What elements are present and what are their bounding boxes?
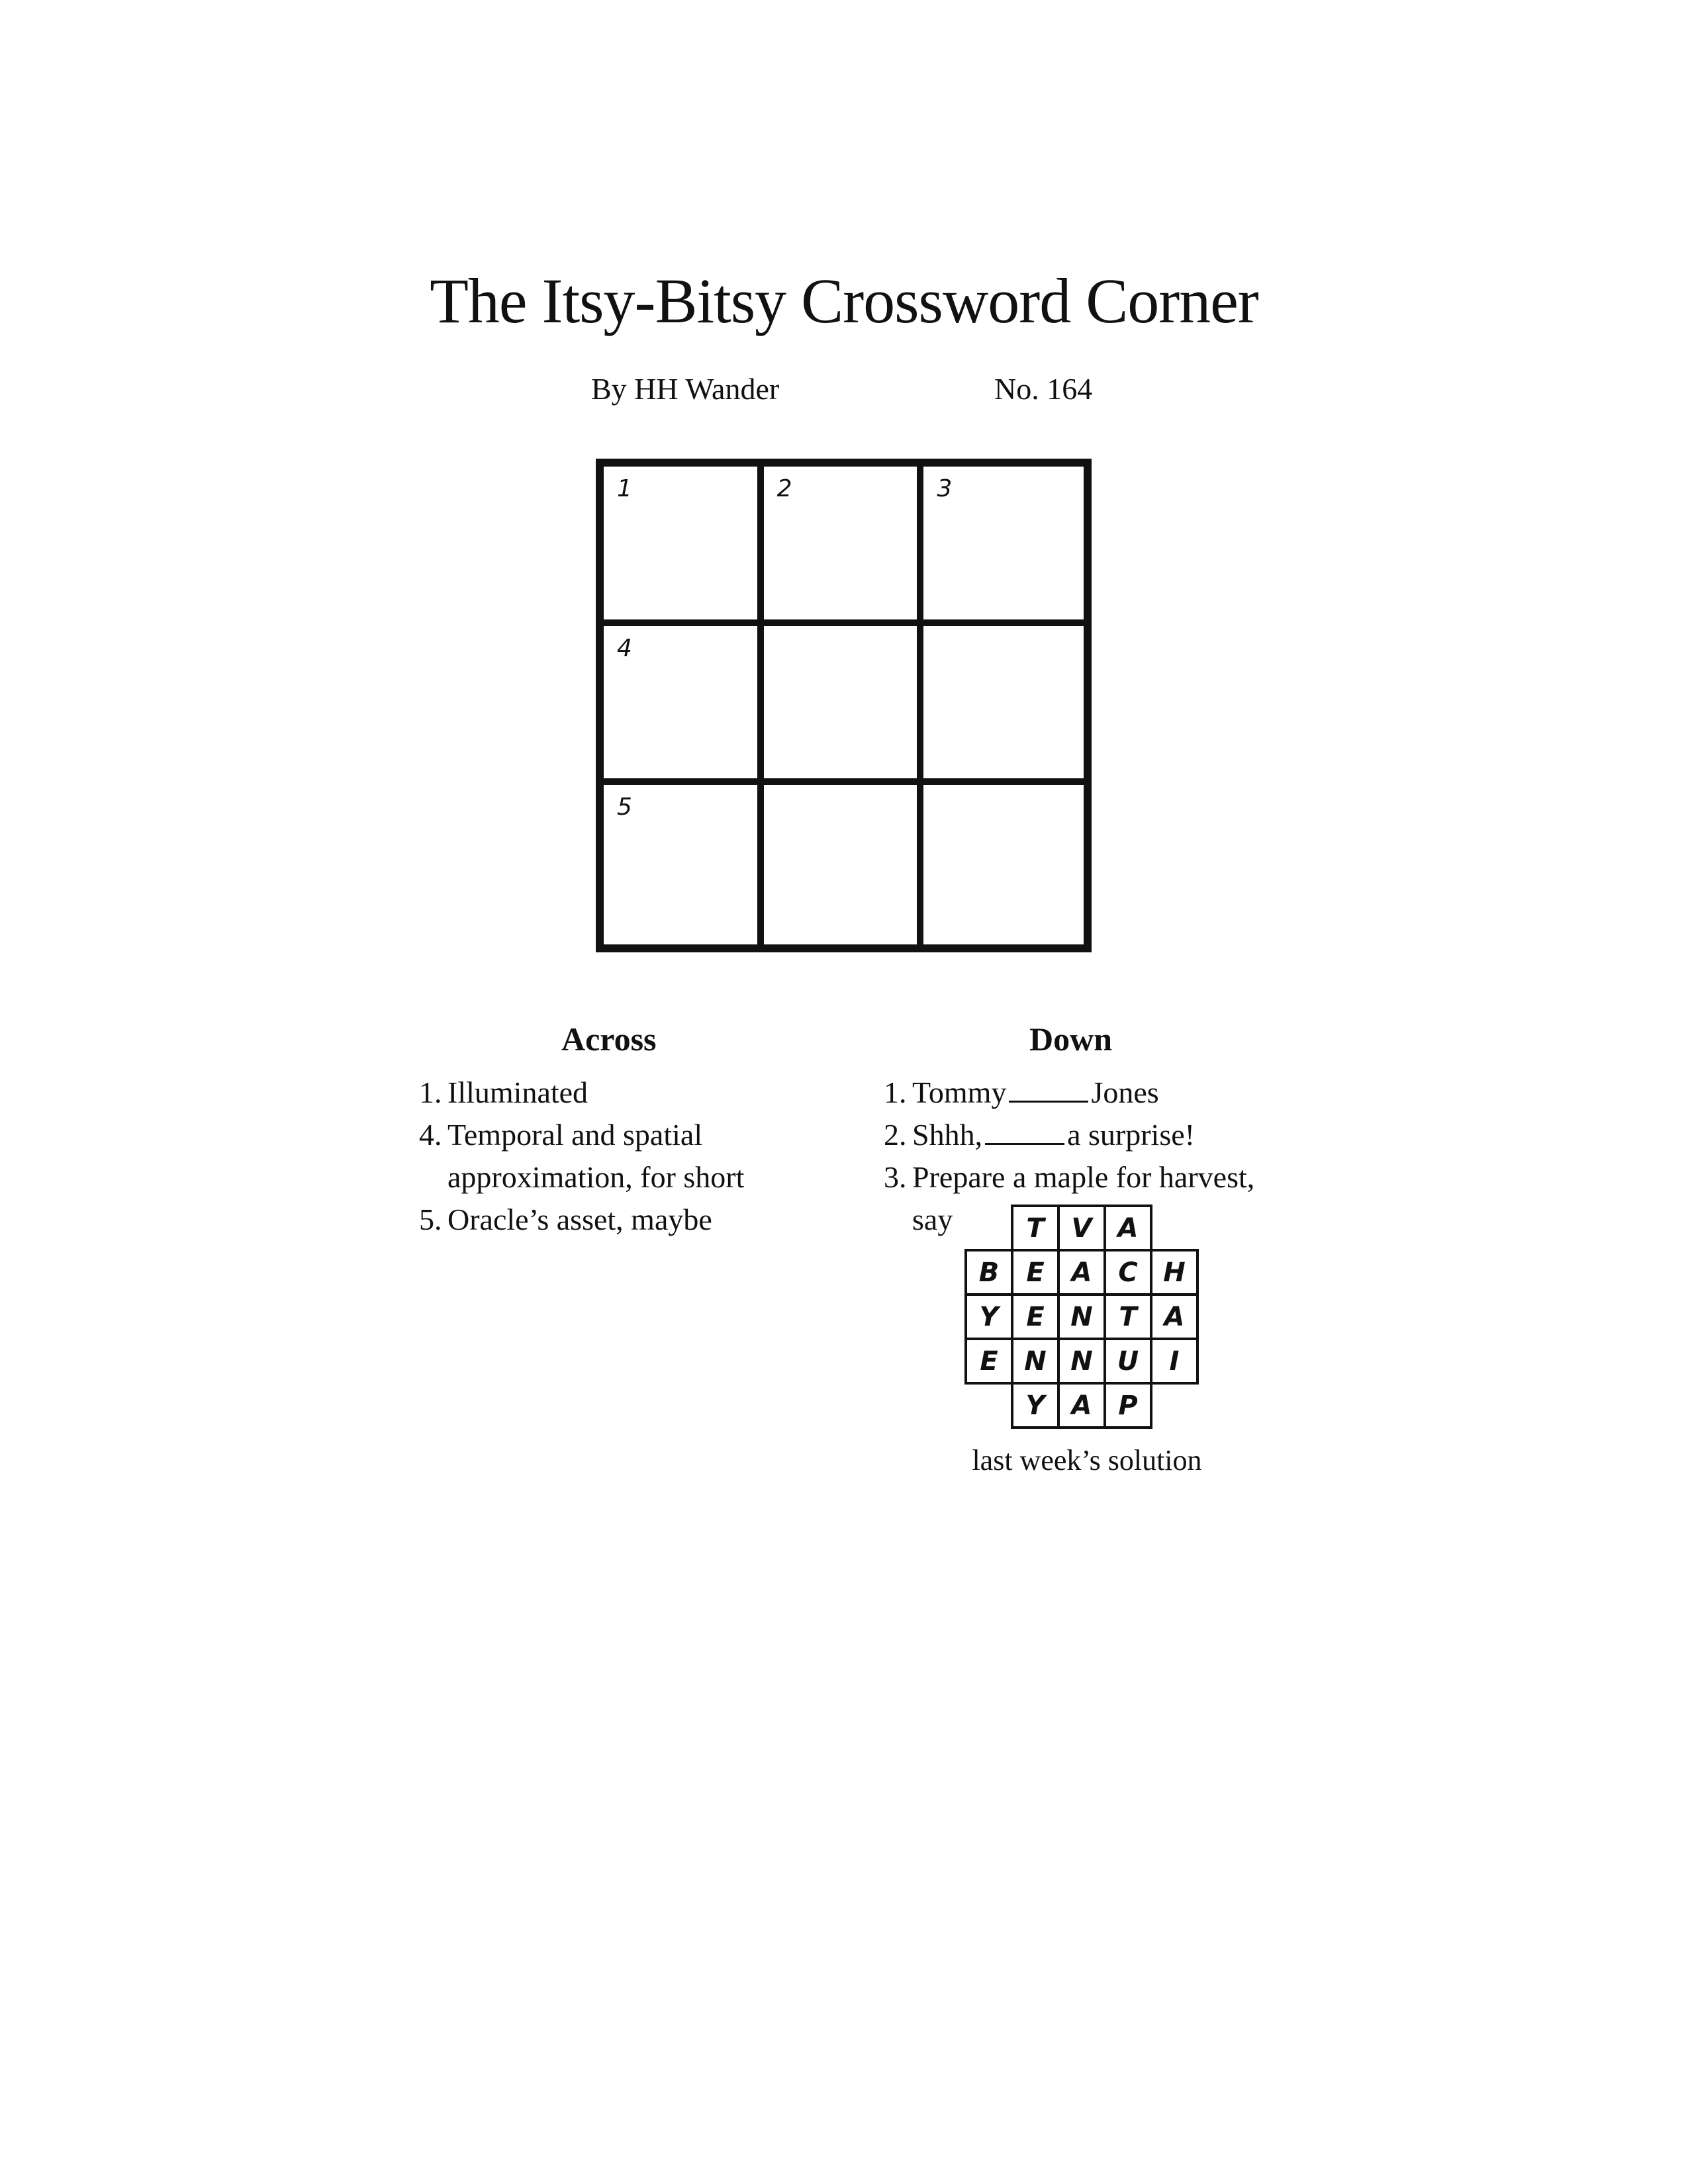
clue-prefix: Shhh,	[912, 1118, 983, 1152]
down-heading: Down	[1029, 1021, 1113, 1058]
solution-cell: V	[1057, 1205, 1106, 1251]
clue-text: say	[912, 1203, 953, 1236]
solution-cell: I	[1150, 1338, 1199, 1385]
solution-cell: B	[964, 1249, 1013, 1296]
puzzle-title: The Itsy-Bitsy Crossword Corner	[430, 265, 1258, 336]
clue-text: approximation, for short	[447, 1160, 745, 1194]
solution-cell: N	[1057, 1293, 1106, 1340]
clue-text: Illuminated	[447, 1075, 588, 1109]
solution-cell: U	[1103, 1338, 1152, 1385]
grid-cell[interactable]	[923, 467, 1084, 626]
solution-cell: A	[1057, 1382, 1106, 1429]
solution-cell: Y	[964, 1293, 1013, 1340]
clue-num: 2.	[884, 1118, 907, 1152]
clue-number: 4	[617, 634, 632, 662]
across-heading: Across	[561, 1021, 657, 1058]
solution-cell: Y	[1011, 1382, 1060, 1429]
clue-number: 1	[617, 475, 632, 502]
issue-number: No. 164	[994, 372, 1093, 406]
clue-number: 5	[617, 794, 632, 821]
solution-grid	[964, 1205, 1209, 1439]
clue-prefix: Tommy	[912, 1075, 1007, 1109]
grid-cell[interactable]	[764, 467, 924, 626]
answer-blank	[985, 1116, 1064, 1145]
solution-cell: P	[1103, 1382, 1152, 1429]
grid-cell[interactable]	[604, 785, 764, 944]
clue-text	[912, 1115, 1195, 1156]
solution-cell: C	[1103, 1249, 1152, 1296]
solution-cell: E	[1011, 1293, 1060, 1340]
solution-cell: A	[1103, 1205, 1152, 1251]
clue-text	[912, 1072, 1159, 1113]
grid-cell[interactable]	[764, 785, 924, 944]
answer-blank	[1009, 1074, 1088, 1103]
solution-cell: T	[1011, 1205, 1060, 1251]
clue-num: 3.	[884, 1160, 907, 1194]
clue-num: 1.	[884, 1075, 907, 1109]
clue-text: Prepare a maple for harvest,	[912, 1160, 1255, 1194]
solution-cell: E	[1011, 1249, 1060, 1296]
solution-caption: last week’s solution	[972, 1444, 1202, 1477]
grid-cell[interactable]	[604, 626, 764, 786]
clue-num: 4.	[419, 1118, 442, 1152]
clue-text: Oracle’s asset, maybe	[447, 1203, 712, 1236]
clue-num: 5.	[419, 1203, 442, 1236]
clue-suffix: a surprise!	[1067, 1118, 1195, 1152]
solution-cell: H	[1150, 1249, 1199, 1296]
clue-number: 2	[776, 475, 792, 502]
grid-cell[interactable]	[923, 626, 1084, 786]
clue-number: 3	[937, 475, 953, 502]
author-byline: By HH Wander	[591, 372, 780, 406]
solution-cell: A	[1057, 1249, 1106, 1296]
crossword-grid	[596, 459, 1092, 952]
solution-cell: A	[1150, 1293, 1199, 1340]
grid-cell[interactable]	[923, 785, 1084, 944]
clue-num: 1.	[419, 1075, 442, 1109]
solution-cell: E	[964, 1338, 1013, 1385]
grid-cell[interactable]	[764, 626, 924, 786]
solution-cell: N	[1011, 1338, 1060, 1385]
solution-cell: T	[1103, 1293, 1152, 1340]
clue-text: Temporal and spatial	[447, 1118, 703, 1152]
grid-cell[interactable]	[604, 467, 764, 626]
solution-cell: N	[1057, 1338, 1106, 1385]
clue-suffix: Jones	[1091, 1075, 1159, 1109]
